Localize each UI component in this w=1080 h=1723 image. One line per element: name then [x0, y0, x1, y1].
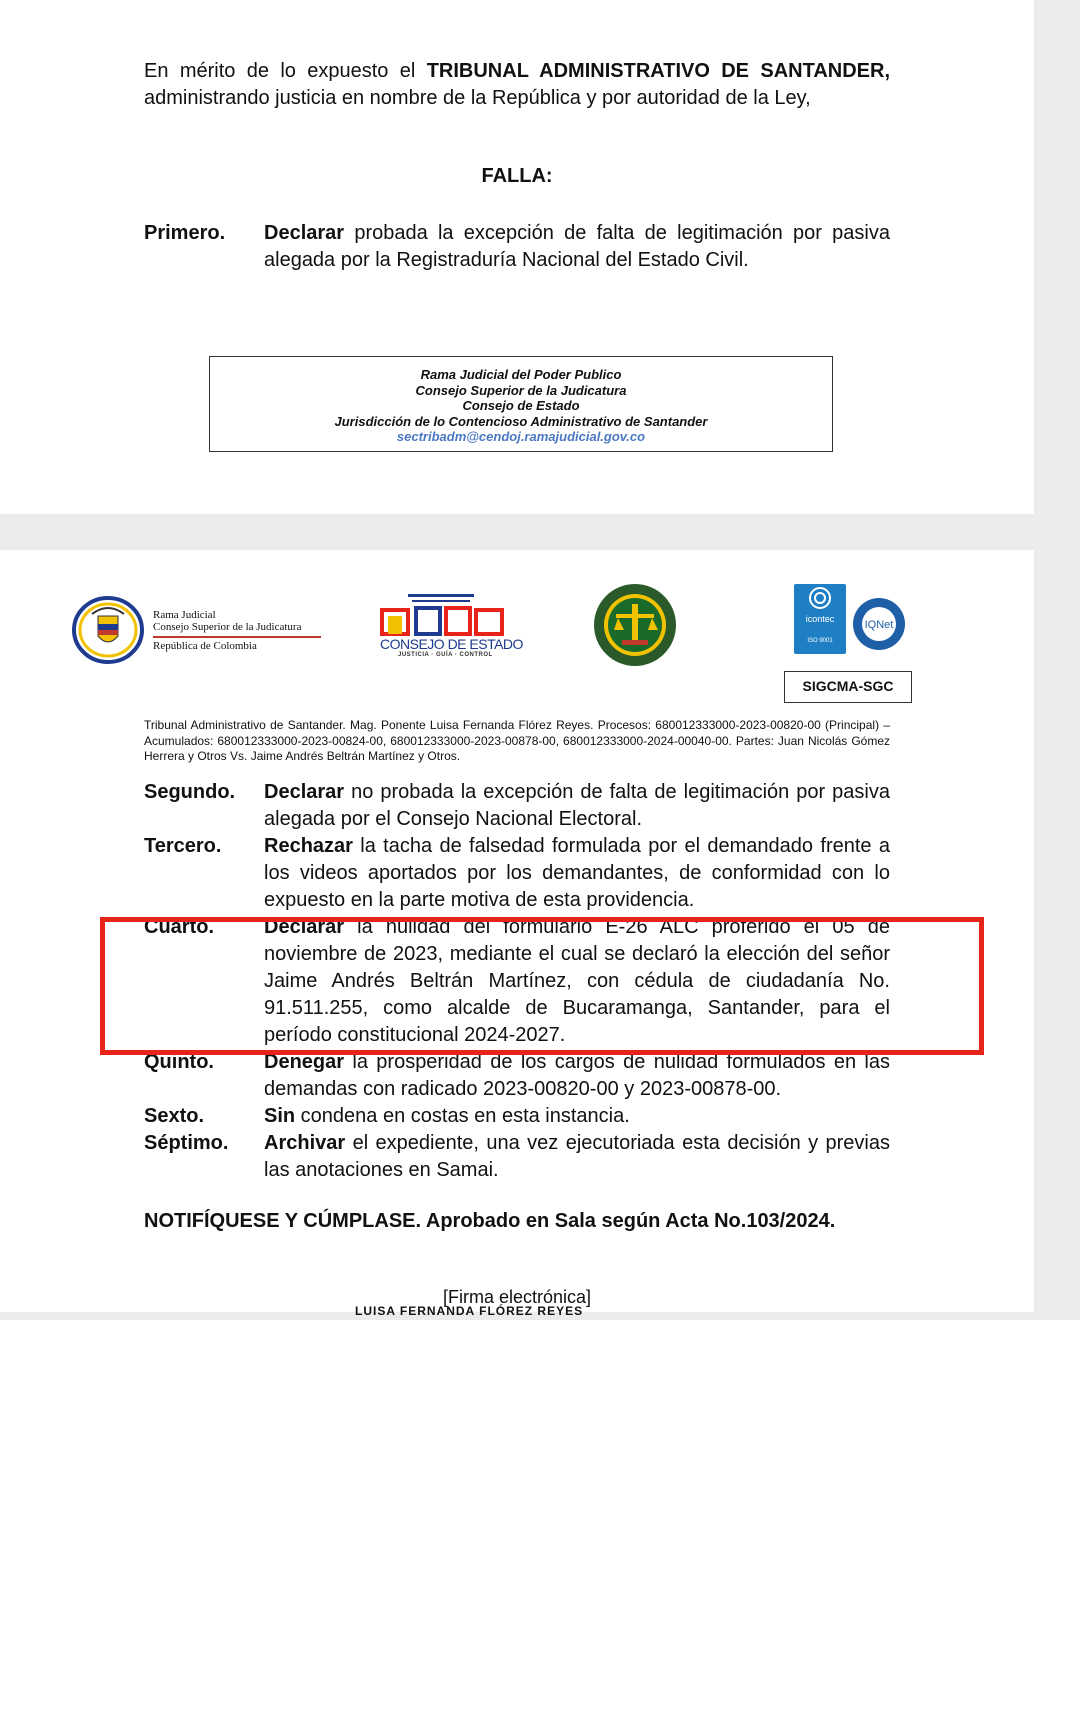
rama-judicial-text	[153, 609, 301, 633]
stamp-line: Rama Judicial del Poder Publico	[420, 367, 622, 382]
icontec-text: icontec	[805, 614, 835, 624]
item-text: la prosperidad de los cargos de nulidad formulados en las demandas con radicado 2023-00820-00 y 2023-00878-00.	[264, 1051, 890, 1100]
icontec-mark-icon	[794, 584, 846, 612]
item-verb: Declarar	[264, 781, 345, 803]
item-verb: Sin	[264, 1105, 296, 1127]
consejo-de-estado-tagline: JUSTICIA · GUÍA · CONTROL	[398, 652, 493, 658]
item-text: la tacha de falsedad formulada por el demandado frente a los videos aportados por los demandantes, de conformidad con lo expuesto en la parte motiva de esta providencia.	[264, 835, 890, 911]
item-verb: Declarar	[264, 916, 345, 938]
iqnet-logo-icon	[850, 596, 908, 652]
icontec-logo-icon	[794, 584, 846, 654]
consejo-de-estado-text: CONSEJO DE ESTADO	[380, 636, 523, 652]
item-verb: Declarar	[264, 222, 345, 244]
stamp-line: Consejo de Estado	[462, 398, 580, 413]
falla-heading: FALLA:	[481, 165, 553, 187]
rama-judicial-logo-icon	[72, 596, 144, 664]
red-highlight-box	[100, 917, 984, 1055]
stamp-line: Jurisdicción de lo Contencioso Administrativo de Santander	[334, 413, 708, 429]
item-text: el expediente, una vez ejecutoriada esta decisión y previas las anotaciones en Samai.	[264, 1132, 890, 1181]
case-reference-header: Tribunal Administrativo de Santander. Mag. Ponente Luisa Fernanda Flórez Reyes. Procesos: 680012333000-2023-00820-00 (Principal) – Acumulados: 680012333000-2023-00824-00, 680012333000-2023-00878-00, 680012333000-2024-00040-00. Partes: Juan Nicolás Gómez Herrera y Otros Vs. Jaime Andrés Beltrán Martínez y Otros.	[144, 718, 890, 763]
item-label: Primero.	[144, 222, 226, 244]
sigcma-badge: SIGCMA-SGC	[784, 671, 912, 703]
footer-stamp	[209, 356, 833, 452]
item-label: Sexto.	[144, 1105, 205, 1127]
item-label: Cuarto.	[144, 916, 214, 938]
resolution-sexto	[144, 1103, 890, 1130]
item-text: condena en costas en esta instancia.	[295, 1105, 630, 1127]
item-label: Tercero.	[144, 835, 222, 857]
item-text: probada la excepción de falta de legitimación por pasiva alegada por la Registraduría Nacional del Estado Civil.	[264, 222, 890, 271]
rama-line: Rama Judicial	[153, 609, 216, 621]
rama-line: Consejo Superior de la Judicatura	[153, 621, 302, 633]
item-verb: Denegar	[264, 1051, 345, 1073]
iso-text: ISO 9001	[807, 638, 833, 644]
resolution-septimo	[144, 1130, 890, 1184]
intro-paragraph	[144, 58, 890, 112]
resolution-primero	[144, 220, 890, 274]
resolution-segundo	[144, 779, 890, 833]
item-label: Séptimo.	[144, 1132, 229, 1154]
tribunal-name: TRIBUNAL ADMINISTRATIVO DE SANTANDER,	[426, 60, 891, 82]
item-verb: Rechazar	[264, 835, 353, 857]
signer-name: LUISA FERNANDA FLÓREZ REYES	[355, 1304, 584, 1318]
signer-name-cropped	[355, 1304, 665, 1318]
intro-line2: administrando justicia en nombre de la República y por autoridad de la Ley,	[144, 87, 811, 109]
stamp-line: Consejo Superior de la Judicatura	[415, 382, 627, 398]
item-text: no probada la excepción de falta de legitimación por pasiva alegada por el Consejo Nacional Electoral.	[264, 781, 890, 830]
rama-country: República de Colombia	[153, 640, 257, 652]
item-label: Segundo.	[144, 781, 236, 803]
notifiquese-statement: NOTIFÍQUESE Y CÚMPLASE. Aprobado en Sala según Acta No.103/2024.	[144, 1210, 836, 1232]
resolution-tercero	[144, 833, 890, 914]
resolution-quinto	[144, 1049, 890, 1103]
rama-divider	[153, 636, 321, 638]
consejo-de-estado-logo-icon	[378, 592, 508, 636]
item-label: Quinto.	[144, 1051, 214, 1073]
stamp-email: sectribadm@cendoj.ramajudicial.gov.co	[396, 429, 646, 444]
tribunal-seal-icon	[592, 582, 678, 668]
intro-pre: En mérito de lo expuesto el	[144, 60, 427, 82]
item-text: la nulidad del formulario E-26 ALC proferido el 05 de noviembre de 2023, mediante el cual se declaró la elección del señor Jaime Andrés Beltrán Martínez, con cédula de ciudadanía No. 91.511.255, como alcalde de Bucaramanga, Santander, para el período constitucional 2024-2027.	[264, 916, 890, 1046]
electronic-signature: [Firma electrónica]	[442, 1287, 592, 1307]
item-verb: Archivar	[264, 1132, 346, 1154]
iqnet-text: IQNet	[864, 619, 894, 631]
